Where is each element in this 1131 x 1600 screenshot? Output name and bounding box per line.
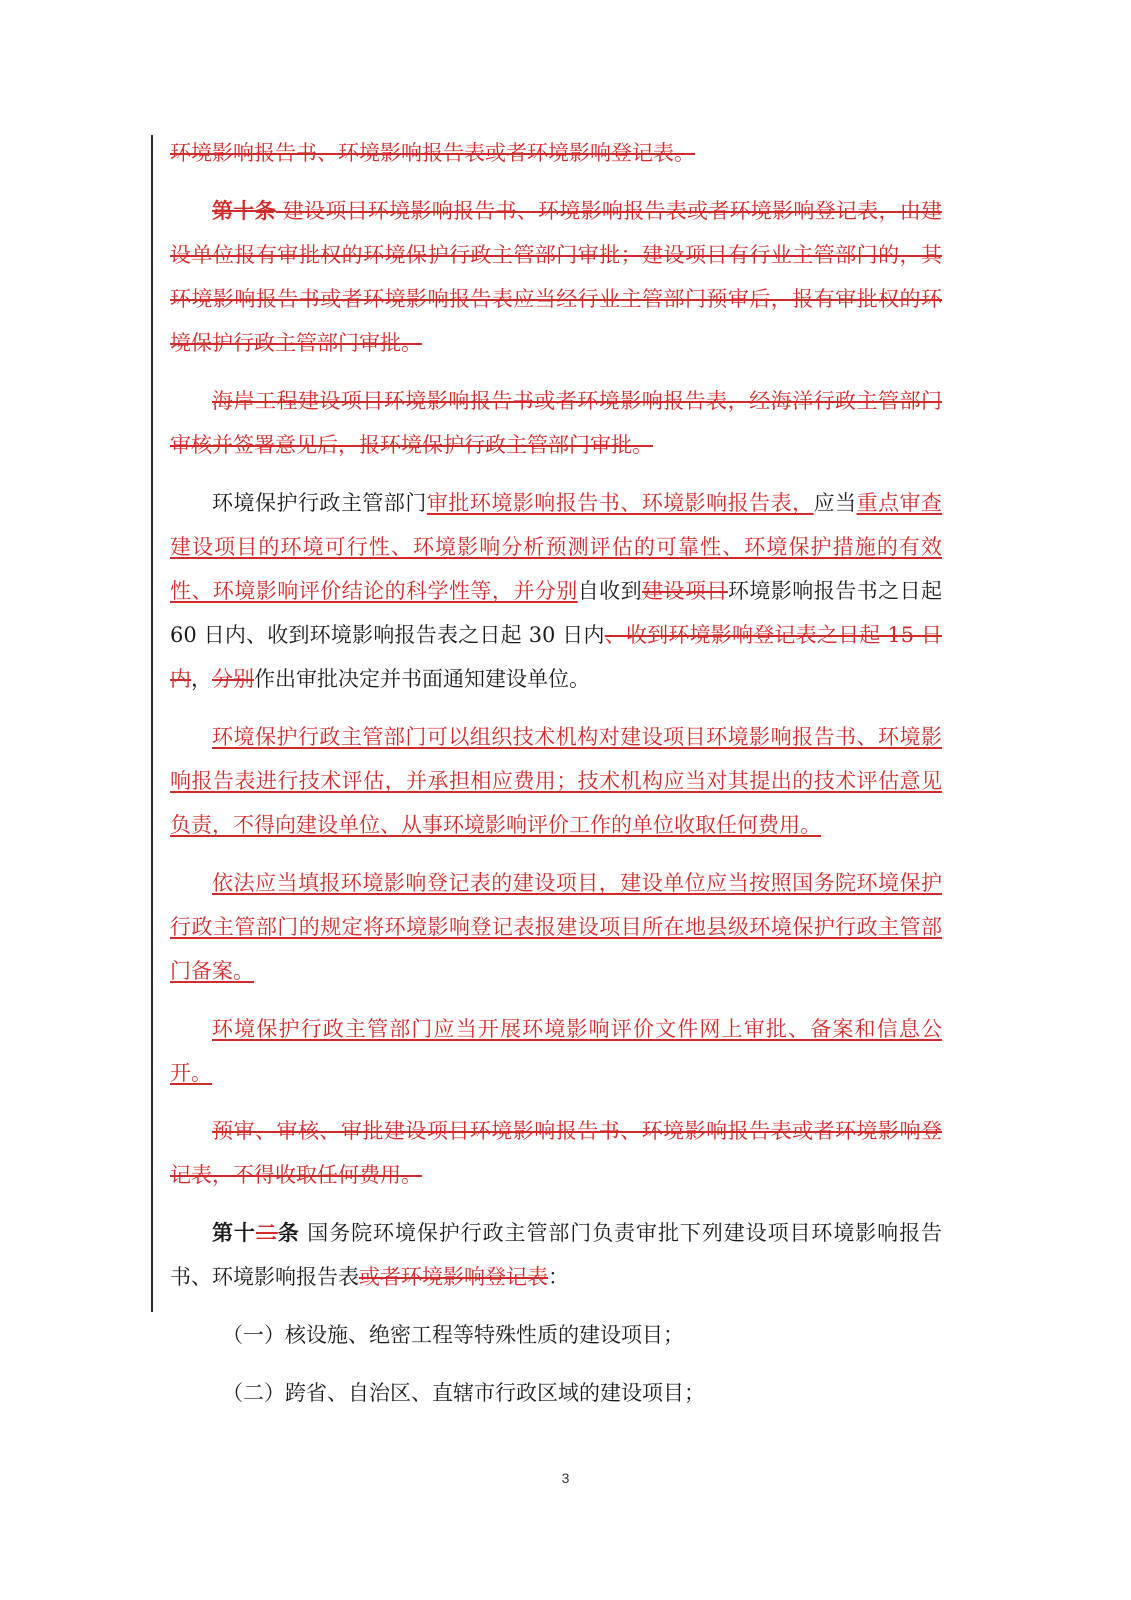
deleted-text: 海岸工程建设项目环境影响报告书或者环境影响报告表，经海洋行政主管部门审核并签署意见后，报环境保护行政主管部门审批。: [170, 389, 942, 457]
deleted-text: 或者环境影响登记表: [359, 1265, 548, 1289]
article-heading: 第十: [212, 1220, 256, 1245]
body-text: 自收到: [577, 579, 643, 603]
deleted-text: 建设项目: [642, 579, 728, 603]
deleted-text: 、收到环境影响登记表之日起 15 日内: [170, 623, 942, 691]
document-body: [170, 131, 942, 1429]
inserted-text: 重点审查建设项目的环境可行性、环境影响分析预测评估的可靠性、环境保护措施的有效性、环境影响评价结论的科学性等，并分别: [170, 491, 943, 603]
revision-change-bar: [151, 135, 153, 1312]
paragraph: [170, 715, 942, 847]
paragraph: [170, 1109, 942, 1197]
page-number: 3: [561, 1470, 570, 1486]
paragraph: [170, 379, 942, 467]
inserted-text: 依法应当填报环境影响登记表的建设项目，建设单位应当按照国务院环境保护行政主管部门的规定将环境影响登记表报建设项目所在地县级环境保护行政主管部门备案。: [170, 871, 942, 983]
inserted-text: 环境保护行政主管部门可以组织技术机构对建设项目环境影响报告书、环境影响报告表进行技术评估，并承担相应费用；技术机构应当对其提出的技术评估意见负责，不得向建设单位、从事环境影响评价工作的单位收取任何费用。: [170, 725, 942, 837]
list-item: （一）核设施、绝密工程等特殊性质的建设项目；: [222, 1323, 684, 1347]
article-heading: 条: [277, 1220, 300, 1245]
body-text: 作出审批决定并书面通知建设单位。: [254, 667, 590, 691]
deleted-text: 分别: [212, 667, 254, 691]
body-text: ，: [191, 667, 212, 691]
body-text: 国务院环境保护行政主管部门负责审批下列建设项目环境影响报告书、环境影响报告表: [170, 1221, 942, 1289]
body-text: 应当: [813, 491, 857, 515]
deleted-text: 环境影响报告书、环境影响报告表或者环境影响登记表。: [170, 141, 695, 165]
deleted-article-heading: 二: [255, 1220, 278, 1245]
deleted-text: 预审、审核、审批建设项目环境影响报告书、环境影响报告表或者环境影响登记表，不得收取任何费用。: [170, 1119, 942, 1187]
body-text: ：: [548, 1265, 569, 1289]
paragraph: [170, 189, 942, 365]
paragraph: [170, 861, 942, 993]
list-item: （二）跨省、自治区、直辖市行政区域的建设项目；: [222, 1381, 705, 1405]
body-text: 环境影响报告书之日起 60 日内、收到环境影响报告表之日起 30 日内: [170, 579, 943, 647]
inserted-text: 审批环境影响报告书、环境影响报告表，: [426, 491, 814, 515]
paragraph: [170, 1211, 942, 1299]
paragraph: [170, 481, 942, 701]
paragraph: [170, 1007, 942, 1095]
paragraph: [170, 131, 942, 175]
body-text: 环境保护行政主管部门: [212, 491, 427, 515]
deleted-article-heading: 第十条: [212, 198, 276, 223]
deleted-text: 建设项目环境影响报告书、环境影响报告表或者环境影响登记表，由建设单位报有审批权的环境保护行政主管部门审批；建设项目有行业主管部门的，其环境影响报告书或者环境影响报告表应当经行业主管部门预审后，报有审批权的环境保护行政主管部门审批。: [170, 199, 942, 355]
inserted-text: 环境保护行政主管部门应当开展环境影响评价文件网上审批、备案和信息公开。: [170, 1017, 942, 1085]
